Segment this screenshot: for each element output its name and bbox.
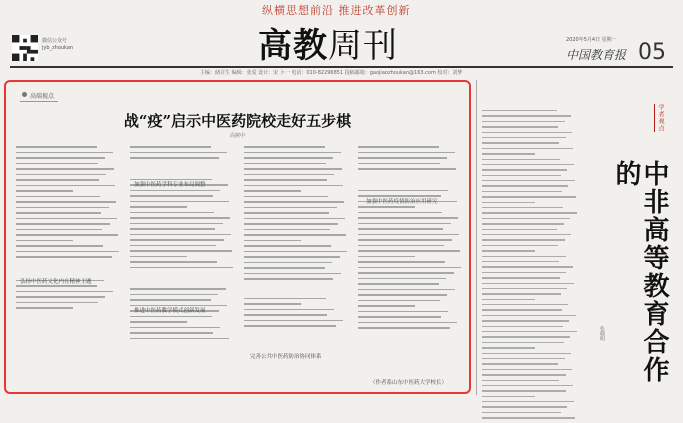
text-line	[130, 327, 220, 329]
text-line	[482, 234, 571, 235]
text-line	[130, 234, 231, 236]
text-line	[358, 322, 457, 324]
text-line	[16, 223, 110, 225]
text-line	[130, 239, 224, 241]
text-line	[482, 277, 560, 278]
section-title-bold: 高教	[258, 26, 328, 66]
article-subhead: 完善公共中医药防治协同体系	[250, 354, 322, 360]
text-line	[482, 132, 572, 133]
text-line	[482, 239, 565, 240]
text-line	[482, 293, 561, 294]
text-line	[482, 180, 575, 181]
text-line	[244, 245, 331, 247]
text-line	[244, 163, 326, 165]
text-line	[358, 316, 441, 318]
article-byline: 高树中	[229, 133, 245, 139]
sidebar-headline: 中非高等教育合作的	[611, 160, 669, 384]
text-line	[482, 390, 566, 391]
text-line	[358, 146, 439, 148]
text-line	[482, 256, 566, 257]
text-line	[482, 261, 559, 262]
text-line	[130, 157, 219, 159]
text-line	[130, 256, 187, 258]
text-line	[482, 380, 559, 381]
text-line	[16, 185, 115, 187]
text-line	[16, 212, 101, 214]
text-line	[482, 331, 577, 332]
text-line	[244, 251, 347, 253]
text-line	[482, 266, 573, 267]
text-line	[16, 285, 97, 287]
text-line	[482, 283, 574, 284]
text-line	[358, 239, 452, 241]
text-line	[244, 320, 343, 322]
text-line	[130, 288, 226, 290]
text-line	[244, 223, 338, 225]
text-line	[244, 207, 337, 209]
text-line	[16, 291, 113, 293]
text-line	[244, 218, 345, 220]
text-line	[244, 273, 341, 275]
text-line	[482, 126, 558, 127]
text-line	[244, 168, 342, 170]
text-line	[244, 179, 327, 181]
text-line	[16, 157, 105, 159]
text-line	[130, 212, 214, 214]
text-line	[482, 164, 574, 165]
text-line	[244, 190, 301, 192]
article-column-1	[16, 146, 120, 313]
text-line	[482, 304, 568, 305]
text-line	[482, 202, 535, 203]
text-line	[482, 148, 573, 149]
qr-label: 微信公众号 jyb_zhoukan	[42, 38, 74, 51]
column-divider	[476, 80, 477, 395]
text-line	[244, 201, 344, 203]
article-tag: 高端视点	[20, 90, 58, 102]
text-line	[244, 298, 326, 300]
text-line	[16, 218, 117, 220]
text-line	[358, 190, 448, 192]
text-line	[130, 195, 213, 197]
text-line	[482, 218, 570, 219]
article-subhead: 加强中医药疫情防治应用研究	[366, 199, 438, 205]
text-line	[16, 307, 73, 309]
text-line	[482, 358, 565, 359]
text-line	[358, 223, 451, 225]
text-line	[482, 110, 557, 111]
text-line	[130, 316, 212, 318]
text-line	[16, 207, 109, 209]
text-line	[482, 401, 574, 402]
page-number: 05	[638, 40, 666, 65]
text-line	[244, 325, 336, 327]
article-footnote: （作者系山东中医药大学校长）	[370, 380, 448, 386]
text-line	[244, 262, 332, 264]
text-line	[16, 229, 102, 231]
text-line	[358, 278, 446, 280]
text-line	[482, 169, 567, 170]
text-line	[244, 146, 325, 148]
text-line	[16, 179, 99, 181]
text-line	[358, 311, 448, 313]
paper-name: 中国教育报	[566, 48, 627, 62]
text-line	[244, 157, 333, 159]
text-gap	[130, 163, 234, 179]
text-line	[358, 305, 415, 307]
text-line	[358, 289, 455, 291]
sidebar-body-text	[482, 110, 578, 423]
text-line	[482, 191, 562, 192]
text-line	[358, 300, 440, 302]
text-gap	[358, 174, 462, 190]
text-line	[130, 190, 220, 192]
sidebar-author: 张晓明	[599, 326, 605, 341]
text-line	[482, 250, 535, 251]
text-line	[244, 278, 333, 280]
text-line	[482, 142, 559, 143]
text-line	[358, 234, 459, 236]
text-line	[16, 240, 73, 242]
text-line	[16, 234, 118, 236]
text-line	[130, 338, 229, 340]
text-line	[244, 234, 346, 236]
text-line	[130, 299, 211, 301]
text-line	[482, 369, 572, 370]
text-line	[482, 363, 558, 364]
qr-code-icon	[12, 35, 38, 61]
text-line	[130, 321, 187, 323]
article-subhead: 推进中医药教学模式创新发展	[134, 308, 206, 314]
article-headline: 战“疫”启示中医药院校走好五步棋	[123, 112, 352, 130]
text-line	[482, 288, 567, 289]
text-line	[358, 283, 439, 285]
text-line	[130, 261, 217, 263]
text-line	[482, 185, 568, 186]
text-line	[358, 212, 442, 214]
text-gap	[244, 284, 348, 298]
text-line	[244, 196, 328, 198]
text-line	[358, 228, 443, 230]
article-subhead: 加强中医药学科专业布局调整	[134, 182, 206, 188]
text-line	[358, 163, 440, 165]
text-line	[482, 320, 569, 321]
text-line	[244, 185, 343, 187]
text-line	[482, 137, 566, 138]
text-line	[244, 212, 329, 214]
text-line	[16, 296, 105, 298]
text-line	[130, 217, 230, 219]
text-line	[482, 115, 571, 116]
text-line	[358, 250, 460, 252]
text-line	[16, 190, 73, 192]
text-line	[130, 228, 215, 230]
section-title-light: 周刊	[328, 26, 398, 66]
text-line	[130, 223, 223, 225]
text-gap	[130, 272, 234, 288]
text-line	[16, 302, 98, 304]
text-line	[130, 267, 233, 269]
text-line	[16, 152, 113, 154]
text-line	[16, 196, 100, 198]
text-line	[482, 175, 561, 176]
text-line	[482, 245, 558, 246]
text-line	[482, 315, 576, 316]
text-line	[358, 267, 461, 269]
text-line	[16, 245, 103, 247]
text-line	[130, 245, 216, 247]
text-line	[482, 212, 577, 213]
text-line	[482, 196, 576, 197]
text-line	[482, 207, 563, 208]
article-subhead: 弘扬中医药文化内在精神主题	[20, 279, 92, 285]
text-line	[358, 327, 450, 329]
text-line	[482, 272, 566, 273]
text-line	[130, 152, 227, 154]
sidebar-tag: 学者观点	[654, 104, 665, 132]
text-line	[358, 217, 458, 219]
text-line	[482, 412, 561, 413]
text-line	[130, 201, 229, 203]
text-line	[482, 347, 535, 348]
text-line	[130, 294, 218, 296]
text-line	[482, 121, 565, 122]
text-line	[244, 309, 334, 311]
text-line	[482, 336, 570, 337]
text-line	[244, 240, 301, 242]
article-column-3	[244, 146, 348, 331]
text-line	[482, 374, 566, 375]
text-line	[482, 229, 557, 230]
text-line	[482, 299, 535, 300]
text-line	[358, 272, 454, 274]
text-line	[482, 417, 575, 418]
text-line	[16, 174, 106, 176]
text-line	[482, 223, 564, 224]
text-line	[16, 256, 112, 258]
text-line	[130, 250, 232, 252]
editorial-contact: 主编：储召生 编辑：张爱 设计：宋 卜一 电话：010-82296851 投稿邮箱：gaojiaozhoukan@163.com 校对：刘梦	[200, 70, 463, 76]
masthead-slogan: 纵横思想前沿 推进改革创新	[262, 4, 411, 17]
text-line	[130, 146, 211, 148]
text-line	[244, 174, 334, 176]
text-line	[16, 146, 97, 148]
text-line	[130, 206, 187, 208]
highlighted-article[interactable]	[4, 80, 471, 394]
text-line	[358, 256, 415, 258]
text-line	[358, 294, 447, 296]
text-line	[482, 406, 567, 407]
text-line	[482, 342, 564, 343]
text-line	[482, 326, 563, 327]
text-line	[482, 153, 535, 154]
text-line	[358, 261, 445, 263]
text-line	[16, 201, 116, 203]
text-line	[482, 159, 560, 160]
text-line	[244, 267, 325, 269]
masthead-rule	[10, 66, 673, 68]
text-line	[482, 396, 535, 397]
text-line	[482, 385, 573, 386]
text-line	[244, 314, 327, 316]
text-line	[482, 353, 571, 354]
text-line	[130, 332, 213, 334]
text-line	[482, 309, 562, 310]
text-line	[358, 157, 447, 159]
text-line	[16, 251, 119, 253]
text-line	[16, 168, 114, 170]
text-line	[358, 245, 444, 247]
text-line	[244, 256, 340, 258]
text-line	[244, 152, 341, 154]
text-line	[358, 206, 415, 208]
text-line	[244, 303, 301, 305]
section-title	[258, 18, 398, 67]
text-line	[244, 229, 330, 231]
article-column-4	[358, 146, 462, 333]
text-line	[358, 168, 456, 170]
text-line	[16, 163, 98, 165]
issue-date: 2020年5月4日 星期一	[566, 37, 617, 43]
text-line	[358, 152, 455, 154]
